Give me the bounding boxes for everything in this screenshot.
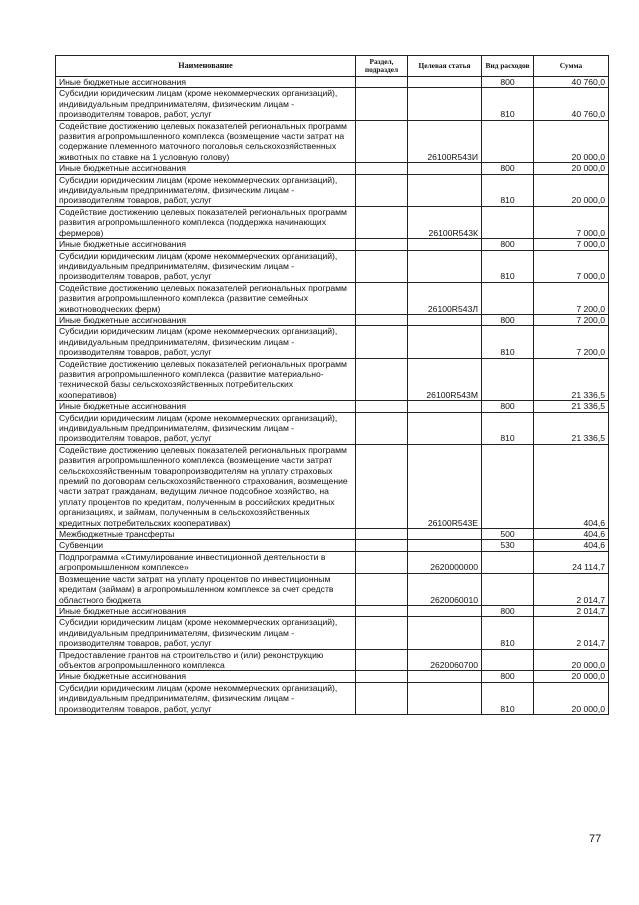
table-row [56, 358, 609, 401]
table-row [56, 326, 609, 358]
table-row [56, 250, 609, 282]
cell-sum: 2 014,7 [534, 573, 609, 605]
cell-kind [482, 120, 534, 163]
cell-name: Субвенции [56, 540, 356, 551]
cell-kind [482, 444, 534, 528]
cell-code [408, 314, 482, 325]
cell-section [356, 88, 408, 120]
header-name: Наименование [56, 56, 356, 77]
cell-name: Субсидии юридическим лицам (кроме некоммерческих организаций), индивидуальным предпринимателям, физическим лицам - производителям товаров, работ, услуг [56, 88, 356, 120]
table-row [56, 682, 609, 714]
cell-section [356, 250, 408, 282]
cell-name: Субсидии юридическим лицам (кроме некоммерческих организаций), индивидуальным предпринимателям, физическим лицам - производителям товаров, работ, услуг [56, 412, 356, 444]
cell-code [408, 412, 482, 444]
cell-sum: 20 000,0 [534, 120, 609, 163]
cell-sum: 2 014,7 [534, 605, 609, 616]
cell-kind: 810 [482, 88, 534, 120]
cell-code: 26100R543М [408, 358, 482, 401]
cell-kind: 800 [482, 671, 534, 682]
cell-sum: 7 200,0 [534, 314, 609, 325]
table-header-row [56, 56, 609, 77]
cell-code [408, 163, 482, 174]
cell-sum: 24 114,7 [534, 551, 609, 573]
cell-name: Субсидии юридическим лицам (кроме некоммерческих организаций), индивидуальным предпринимателям, физическим лицам - производителям товаров, работ, услуг [56, 250, 356, 282]
cell-sum: 7 000,0 [534, 250, 609, 282]
cell-name: Содействие достижению целевых показателей региональных программ развития агропромышленного комплекса (возмещение части затрат на содержание племенного маточного поголовья сельскохозяйственных животных по ставке на 1 условную голову) [56, 120, 356, 163]
page-number: 77 [589, 833, 602, 845]
cell-sum: 2 014,7 [534, 617, 609, 649]
cell-sum: 404,6 [534, 540, 609, 551]
cell-name: Содействие достижению целевых показателей региональных программ развития агропромышленного комплекса (возмещение части затрат сельскохозяйственным товаропроизводителям на уплату страховых премий по договорам сельскохозяйственного страхования, возмещение части затрат гражданам, ведущим личное подсобное хозяйство, на уплату процентов по кредитам, полученным в российских кредитных организациях, и займам, полученным в сельскохозяйственных кредитных потребительских кооперативах) [56, 444, 356, 528]
cell-code: 26100R543Е [408, 444, 482, 528]
cell-code [408, 617, 482, 649]
cell-name: Иные бюджетные ассигнования [56, 605, 356, 616]
cell-section [356, 401, 408, 412]
cell-code: 26100R543Л [408, 282, 482, 314]
cell-name: Иные бюджетные ассигнования [56, 239, 356, 250]
cell-name: Предоставление грантов на строительство и (или) реконструкцию объектов агропромышленного комплекса [56, 649, 356, 671]
cell-code [408, 605, 482, 616]
cell-name: Содействие достижению целевых показателей региональных программ развития агропромышленного комплекса (развитие семейных животноводческих ферм) [56, 282, 356, 314]
cell-name: Межбюджетные трансферты [56, 529, 356, 540]
cell-sum: 40 760,0 [534, 77, 609, 88]
cell-name: Иные бюджетные ассигнования [56, 401, 356, 412]
cell-sum: 20 000,0 [534, 174, 609, 206]
cell-kind: 810 [482, 412, 534, 444]
cell-kind: 800 [482, 401, 534, 412]
cell-section [356, 551, 408, 573]
table-row [56, 239, 609, 250]
cell-kind: 810 [482, 617, 534, 649]
table-row [56, 617, 609, 649]
cell-kind: 530 [482, 540, 534, 551]
table-row [56, 444, 609, 528]
cell-kind: 800 [482, 239, 534, 250]
cell-name: Подпрограмма «Стимулирование инвестиционной деятельности в агропромышленном комплексе» [56, 551, 356, 573]
table-row [56, 671, 609, 682]
cell-code [408, 77, 482, 88]
cell-kind [482, 573, 534, 605]
cell-code [408, 174, 482, 206]
cell-name: Субсидии юридическим лицам (кроме некоммерческих организаций), индивидуальным предпринимателям, физическим лицам - производителям товаров, работ, услуг [56, 682, 356, 714]
cell-section [356, 239, 408, 250]
cell-kind: 500 [482, 529, 534, 540]
table-row [56, 282, 609, 314]
table-row [56, 174, 609, 206]
cell-kind: 810 [482, 250, 534, 282]
cell-sum: 20 000,0 [534, 671, 609, 682]
cell-code [408, 401, 482, 412]
cell-kind: 810 [482, 326, 534, 358]
cell-name: Иные бюджетные ассигнования [56, 314, 356, 325]
header-section: Раздел, подраздел [356, 56, 408, 77]
cell-name: Субсидии юридическим лицам (кроме некоммерческих организаций), индивидуальным предпринимателям, физическим лицам - производителям товаров, работ, услуг [56, 174, 356, 206]
cell-name: Субсидии юридическим лицам (кроме некоммерческих организаций), индивидуальным предпринимателям, физическим лицам - производителям товаров, работ, услуг [56, 326, 356, 358]
cell-kind: 800 [482, 163, 534, 174]
header-code: Целевая статья [408, 56, 482, 77]
cell-section [356, 617, 408, 649]
cell-code: 2620000000 [408, 551, 482, 573]
table-row [56, 206, 609, 238]
table-row [56, 88, 609, 120]
cell-kind: 800 [482, 314, 534, 325]
cell-sum: 7 000,0 [534, 239, 609, 250]
cell-code: 26100R543И [408, 120, 482, 163]
cell-name: Возмещение части затрат на уплату процентов по инвестиционным кредитам (займам) в агропромышленном комплексе за счет средств областного бюджета [56, 573, 356, 605]
cell-section [356, 529, 408, 540]
cell-section [356, 326, 408, 358]
cell-sum: 40 760,0 [534, 88, 609, 120]
cell-sum: 20 000,0 [534, 649, 609, 671]
cell-name: Субсидии юридическим лицам (кроме некоммерческих организаций), индивидуальным предпринимателям, физическим лицам - производителям товаров, работ, услуг [56, 617, 356, 649]
table-body [56, 77, 609, 715]
table-row [56, 401, 609, 412]
cell-kind: 800 [482, 605, 534, 616]
header-sum: Сумма [534, 56, 609, 77]
cell-sum: 7 000,0 [534, 206, 609, 238]
cell-kind [482, 551, 534, 573]
cell-code [408, 239, 482, 250]
cell-code [408, 540, 482, 551]
cell-section [356, 174, 408, 206]
cell-kind [482, 206, 534, 238]
table-row [56, 314, 609, 325]
cell-code [408, 250, 482, 282]
table-row [56, 77, 609, 88]
cell-section [356, 573, 408, 605]
table-row [56, 120, 609, 163]
cell-section [356, 163, 408, 174]
cell-section [356, 358, 408, 401]
cell-sum: 404,6 [534, 529, 609, 540]
cell-section [356, 412, 408, 444]
cell-section [356, 605, 408, 616]
table-row [56, 540, 609, 551]
cell-sum: 7 200,0 [534, 282, 609, 314]
cell-code: 2620060010 [408, 573, 482, 605]
cell-section [356, 649, 408, 671]
header-kind: Вид расходов [482, 56, 534, 77]
cell-kind [482, 358, 534, 401]
cell-name: Иные бюджетные ассигнования [56, 77, 356, 88]
cell-sum: 7 200,0 [534, 326, 609, 358]
cell-code [408, 671, 482, 682]
cell-section [356, 206, 408, 238]
cell-code: 2620060700 [408, 649, 482, 671]
cell-name: Иные бюджетные ассигнования [56, 671, 356, 682]
budget-table [55, 55, 609, 715]
cell-section [356, 682, 408, 714]
table-row [56, 605, 609, 616]
cell-sum: 21 336,5 [534, 412, 609, 444]
cell-sum: 20 000,0 [534, 163, 609, 174]
cell-code: 26100R543К [408, 206, 482, 238]
cell-name: Содействие достижению целевых показателей региональных программ развития агропромышленного комплекса (развитие материально-технической базы сельскохозяйственных потребительских кооперативов) [56, 358, 356, 401]
table-row [56, 551, 609, 573]
table-row [56, 573, 609, 605]
cell-sum: 21 336,5 [534, 358, 609, 401]
cell-kind: 810 [482, 174, 534, 206]
table-row [56, 163, 609, 174]
cell-sum: 404,6 [534, 444, 609, 528]
cell-sum: 20 000,0 [534, 682, 609, 714]
cell-code [408, 682, 482, 714]
cell-name: Содействие достижению целевых показателей региональных программ развития агропромышленного комплекса (поддержка начинающих фермеров) [56, 206, 356, 238]
cell-kind: 810 [482, 682, 534, 714]
cell-kind: 800 [482, 77, 534, 88]
cell-section [356, 540, 408, 551]
cell-section [356, 671, 408, 682]
cell-code [408, 529, 482, 540]
cell-code [408, 326, 482, 358]
cell-sum: 21 336,5 [534, 401, 609, 412]
cell-kind [482, 649, 534, 671]
cell-code [408, 88, 482, 120]
cell-section [356, 314, 408, 325]
cell-name: Иные бюджетные ассигнования [56, 163, 356, 174]
table-row [56, 412, 609, 444]
cell-section [356, 444, 408, 528]
table-row [56, 649, 609, 671]
cell-kind [482, 282, 534, 314]
table-row [56, 529, 609, 540]
cell-section [356, 282, 408, 314]
cell-section [356, 120, 408, 163]
cell-section [356, 77, 408, 88]
